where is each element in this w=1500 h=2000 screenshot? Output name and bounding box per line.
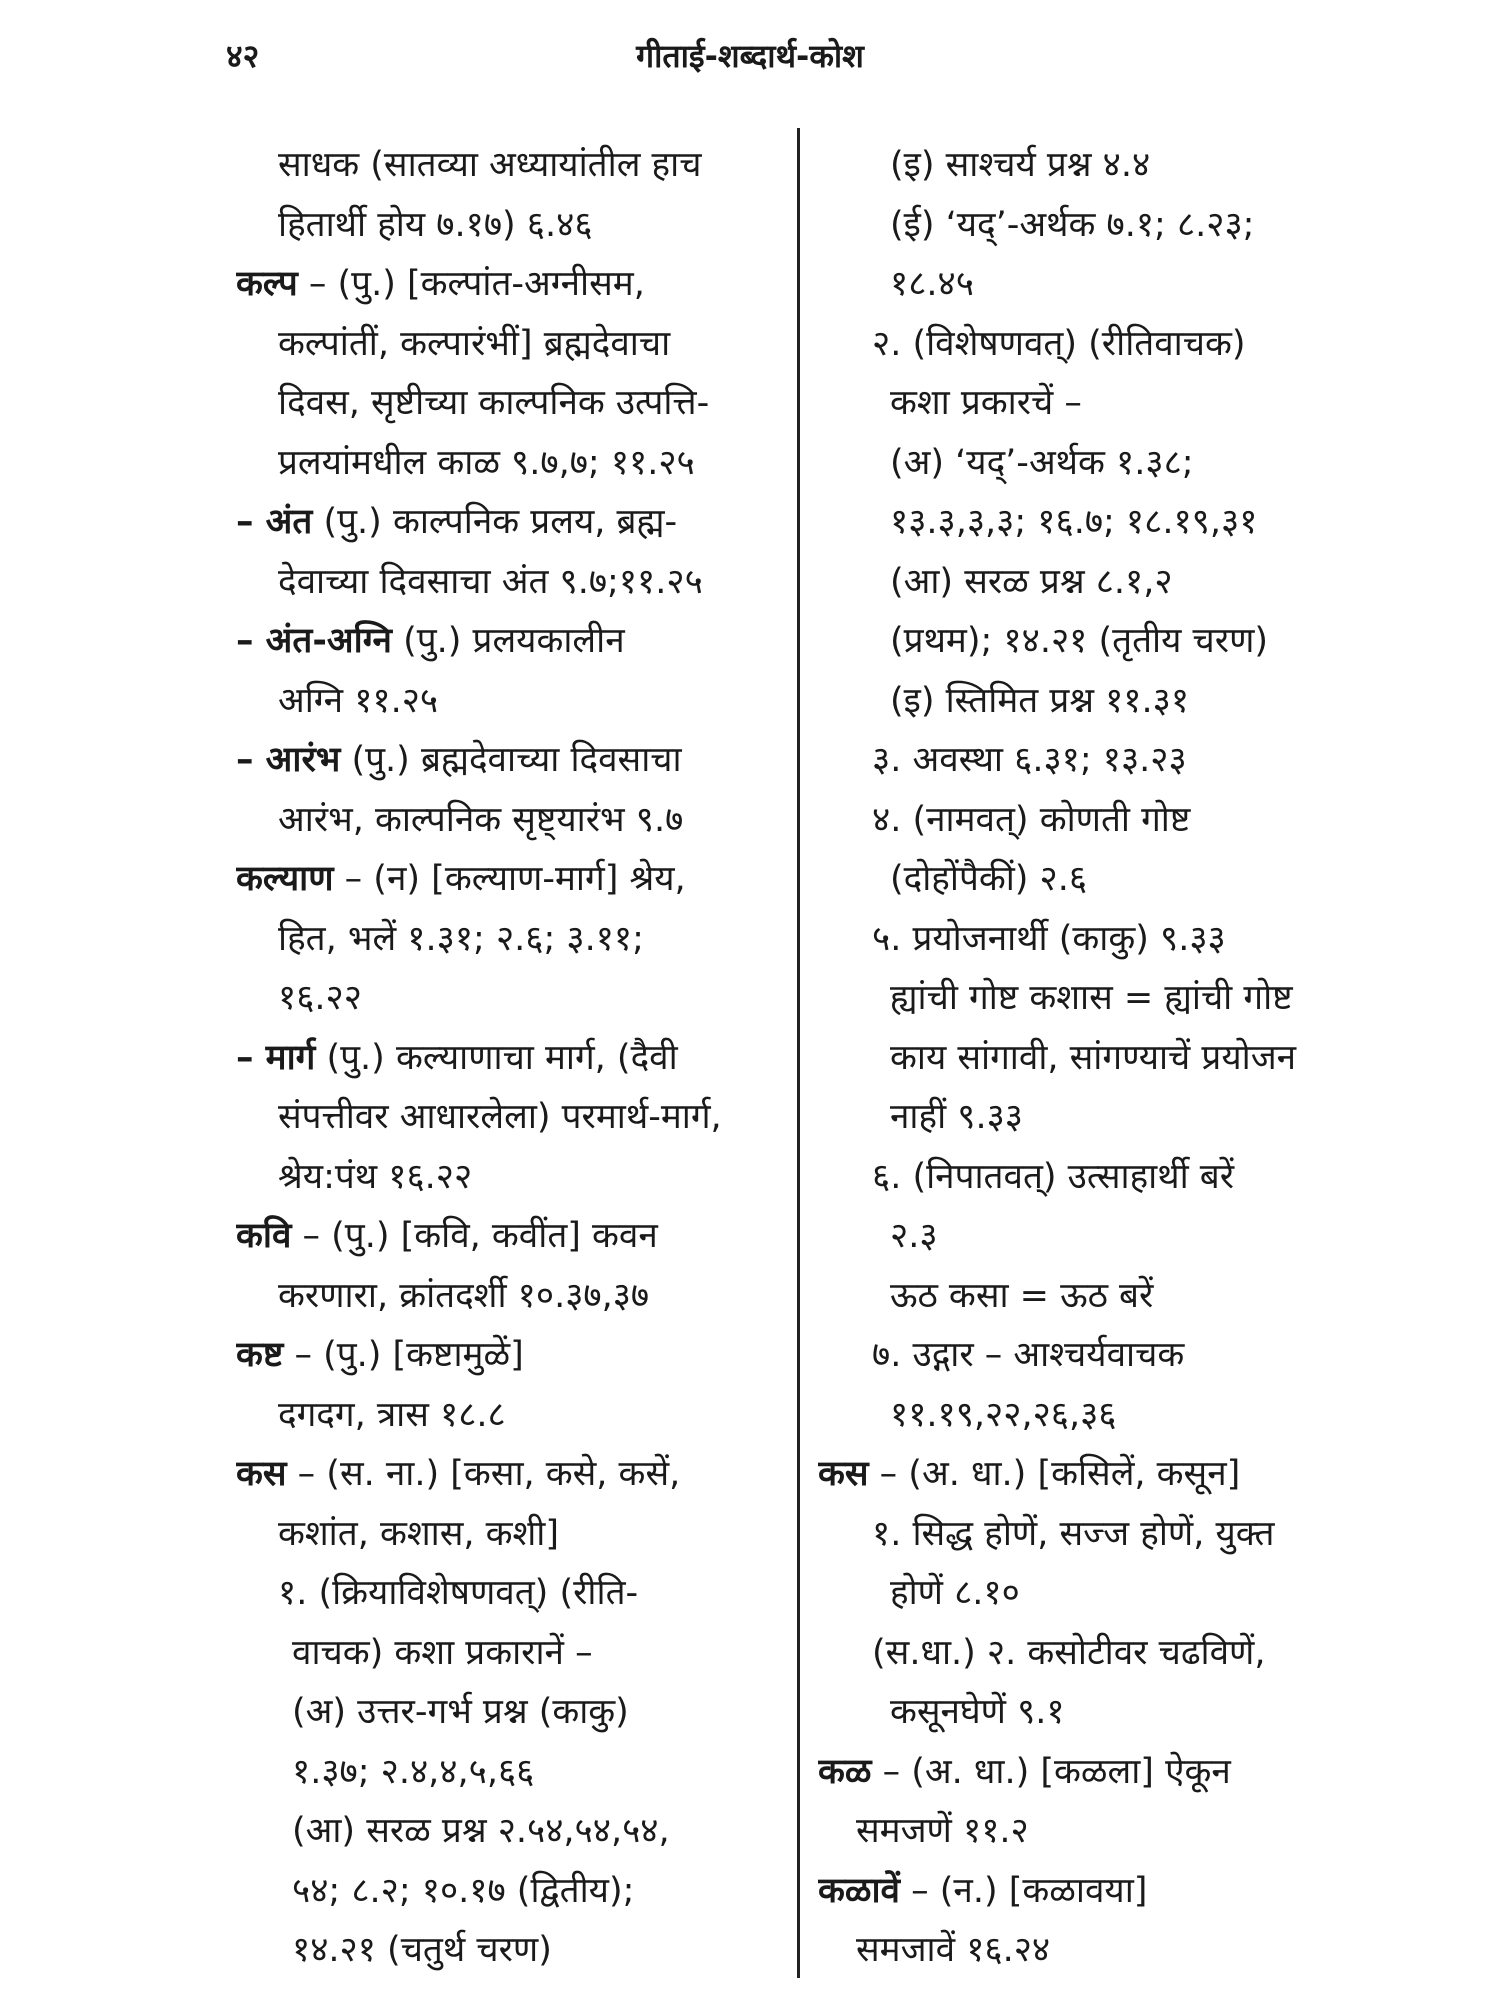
- entry-text: ११.१९,२२,२६,३६: [890, 1394, 1117, 1435]
- entry-text: ऊठ कसा = ऊठ बरें: [890, 1275, 1154, 1316]
- dictionary-line: [818, 136, 1358, 196]
- entry-text: संपत्तीवर आधारलेला) परमार्थ-मार्ग,: [278, 1097, 722, 1137]
- dictionary-line: [818, 791, 1358, 851]
- entry-text: कशा प्रकारचें –: [890, 383, 1082, 423]
- entry-text: आरंभ, काल्पनिक सृष्ट्यारंभ ९.७: [278, 799, 684, 840]
- dictionary-line: [818, 612, 1358, 672]
- dictionary-line: [236, 850, 781, 910]
- headword: कल्प: [236, 264, 298, 304]
- entry-text: – (अ. धा.) [कळला] ऐकून: [871, 1751, 1231, 1792]
- headword: – अंत-अग्नि: [236, 621, 392, 661]
- dictionary-line: [818, 1802, 1358, 1862]
- dictionary-line: [818, 1386, 1358, 1446]
- entry-text: – (न.) [कळावया]: [900, 1870, 1148, 1911]
- left-column: [236, 136, 781, 1981]
- entry-text: १. (क्रियाविशेषणवत्) (रीति-: [278, 1573, 639, 1613]
- dictionary-line: [818, 672, 1358, 732]
- entry-text: (प्रथम); १४.२१ (तृतीय चरण): [890, 621, 1269, 661]
- dictionary-line: [236, 910, 781, 970]
- entry-text: (इ) स्तिमित प्रश्न ११.३१: [890, 680, 1190, 721]
- dictionary-line: [236, 1921, 781, 1981]
- entry-text: १. सिद्ध होणें, सज्ज होणें, युक्त: [872, 1513, 1275, 1554]
- entry-text: समजावें १६.२४: [856, 1930, 1051, 1970]
- dictionary-line: [818, 255, 1358, 315]
- dictionary-line: [818, 910, 1358, 970]
- dictionary-line: [818, 1862, 1358, 1922]
- dictionary-line: [818, 434, 1358, 494]
- entry-text: (दोहोंपैकीं) २.६: [890, 859, 1088, 899]
- entry-text: १३.३,३,३; १६.७; १८.१९,३१: [890, 502, 1258, 542]
- entry-text: काय सांगावी, सांगण्याचें प्रयोजन: [890, 1037, 1297, 1078]
- dictionary-line: [818, 969, 1358, 1029]
- entry-text: (अ) ‘यद्’-अर्थक १.३८;: [890, 442, 1194, 483]
- entry-text: साधक (सातव्या अध्यायांतील हाच: [278, 145, 702, 185]
- dictionary-line: [236, 1624, 781, 1684]
- entry-text: ३. अवस्था ६.३१; १३.२३: [872, 740, 1187, 780]
- dictionary-line: [818, 1207, 1358, 1267]
- dictionary-line: [236, 315, 781, 375]
- headword: – आरंभ: [236, 740, 341, 780]
- dictionary-line: [236, 1267, 781, 1327]
- dictionary-line: [236, 1029, 781, 1089]
- dictionary-line: [818, 1445, 1358, 1505]
- entry-text: कशांत, कशास, कशी]: [278, 1513, 560, 1554]
- entry-text: (पु.) ब्रह्मदेवाच्या दिवसाचा: [340, 740, 682, 780]
- entry-text: नाहीं ९.३३: [890, 1097, 1023, 1137]
- dictionary-line: [818, 1683, 1358, 1743]
- dictionary-line: [236, 493, 781, 553]
- entry-text: दगदग, त्रास १८.८: [278, 1394, 506, 1435]
- headword: कवि: [236, 1216, 292, 1256]
- entry-text: ७. उद्गार – आश्चर्यवाचक: [872, 1335, 1185, 1375]
- dictionary-line: [236, 969, 781, 1029]
- entry-text: – (न) [कल्याण-मार्ग] श्रेय,: [333, 859, 686, 899]
- entry-text: २. (विशेषणवत्) (रीतिवाचक): [872, 323, 1246, 364]
- dictionary-line: [236, 791, 781, 851]
- headword: कस: [818, 1454, 869, 1494]
- entry-text: – (पु.) [कष्टामुळें]: [283, 1335, 524, 1375]
- dictionary-line: [236, 553, 781, 613]
- dictionary-line: [818, 1505, 1358, 1565]
- entry-text: (पु.) कल्याणाचा मार्ग, (दैवी: [315, 1037, 678, 1078]
- headword: – अंत: [236, 502, 313, 542]
- dictionary-line: [818, 1029, 1358, 1089]
- dictionary-line: [818, 196, 1358, 256]
- entry-text: १४.२१ (चतुर्थ चरण): [292, 1930, 552, 1970]
- entry-text: अग्नि ११.२५: [278, 680, 439, 721]
- entry-text: समजणें ११.२: [856, 1811, 1029, 1851]
- entry-text: (इ) साश्चर्य प्रश्न ४.४: [890, 145, 1151, 185]
- entry-text: दिवस, सृष्टीच्या काल्पनिक उत्पत्ति-: [278, 383, 710, 423]
- entry-text: (आ) सरळ प्रश्न ८.१,२: [890, 561, 1173, 602]
- headword: कल्याण: [236, 859, 334, 899]
- dictionary-line: [236, 672, 781, 732]
- dictionary-line: [818, 493, 1358, 553]
- entry-text: (पु.) काल्पनिक प्रलय, ब्रह्म-: [312, 502, 678, 542]
- headword: कष्ट: [236, 1335, 284, 1375]
- dictionary-line: [236, 434, 781, 494]
- entry-text: – (अ. धा.) [कसिलें, कसून]: [868, 1454, 1241, 1494]
- dictionary-line: [236, 1207, 781, 1267]
- dictionary-line: [236, 136, 781, 196]
- headword: कळावें: [818, 1870, 901, 1911]
- dictionary-line: [236, 374, 781, 434]
- entry-text: ५. प्रयोजनार्थी (काकु) ९.३३: [872, 918, 1226, 959]
- dictionary-line: [236, 1148, 781, 1208]
- dictionary-line: [818, 1326, 1358, 1386]
- entry-text: (आ) सरळ प्रश्न २.५४,५४,५४,: [292, 1811, 670, 1851]
- dictionary-line: [818, 1564, 1358, 1624]
- right-column: [818, 136, 1358, 1981]
- dictionary-line: [236, 1683, 781, 1743]
- entry-text: – (पु.) [कवि, कवींत] कवन: [291, 1216, 658, 1256]
- entry-text: ६. (निपातवत्) उत्साहार्थी बरें: [872, 1156, 1235, 1197]
- dictionary-line: [818, 374, 1358, 434]
- dictionary-line: [236, 1505, 781, 1565]
- dictionary-line: [818, 1624, 1358, 1684]
- dictionary-line: [818, 731, 1358, 791]
- dictionary-line: [236, 731, 781, 791]
- entry-text: हितार्थी होय ७.१७) ६.४६: [278, 204, 593, 245]
- dictionary-line: [818, 1267, 1358, 1327]
- dictionary-line: [818, 553, 1358, 613]
- headword: – मार्ग: [236, 1037, 316, 1078]
- entry-text: – (स. ना.) [कसा, कसे, कसें,: [286, 1454, 681, 1494]
- dictionary-line: [236, 255, 781, 315]
- dictionary-line: [818, 1921, 1358, 1981]
- entry-text: श्रेय:पंथ १६.२२: [278, 1156, 473, 1197]
- entry-text: होणें ८.१०: [890, 1573, 1020, 1613]
- dictionary-line: [236, 1088, 781, 1148]
- column-divider: [797, 128, 800, 1978]
- dictionary-line: [236, 1326, 781, 1386]
- entry-text: (ई) ‘यद्’-अर्थक ७.१; ८.२३;: [890, 204, 1255, 245]
- entry-text: (पु.) प्रलयकालीन: [391, 621, 625, 661]
- entry-text: प्रलयांमधील काळ ९.७,७; ११.२५: [278, 442, 695, 483]
- dictionary-line: [236, 1445, 781, 1505]
- entry-text: २.३: [890, 1216, 938, 1256]
- entry-text: १८.४५: [890, 264, 974, 304]
- entry-text: १.३७; २.४,४,५,६६: [292, 1751, 535, 1792]
- running-head: गीताई-शब्दार्थ-कोश: [636, 37, 864, 75]
- dictionary-line: [818, 315, 1358, 375]
- dictionary-line: [236, 196, 781, 256]
- entry-text: देवाच्या दिवसाचा अंत ९.७;११.२५: [278, 561, 703, 602]
- dictionary-line: [236, 1564, 781, 1624]
- dictionary-line: [236, 1743, 781, 1803]
- dictionary-line: [236, 612, 781, 672]
- headword: कस: [236, 1454, 287, 1494]
- dictionary-line: [818, 850, 1358, 910]
- page-number: ४२: [226, 37, 260, 75]
- entry-text: ५४; ८.२; १०.१७ (द्वितीय);: [292, 1870, 635, 1911]
- entry-text: (स.धा.) २. कसोटीवर चढविणें,: [872, 1632, 1266, 1673]
- dictionary-line: [818, 1148, 1358, 1208]
- entry-text: १६.२२: [278, 978, 362, 1018]
- dictionary-line: [236, 1802, 781, 1862]
- entry-text: करणारा, क्रांतदर्शी १०.३७,३७: [278, 1275, 650, 1316]
- entry-text: हित, भलें १.३१; २.६; ३.११;: [278, 918, 644, 959]
- entry-text: कसूनघेणें ९.१: [890, 1692, 1065, 1732]
- entry-text: वाचक) कशा प्रकारानें –: [292, 1632, 593, 1673]
- headword: कळ: [818, 1751, 872, 1792]
- entry-text: कल्पांतीं, कल्पारंभीं] ब्रह्मदेवाचा: [278, 323, 671, 364]
- dictionary-line: [818, 1088, 1358, 1148]
- entry-text: – (पु.) [कल्पांत-अग्नीसम,: [297, 264, 645, 304]
- dictionary-line: [236, 1386, 781, 1446]
- entry-text: (अ) उत्तर-गर्भ प्रश्न (काकु): [292, 1692, 629, 1732]
- entry-text: ४. (नामवत्) कोणती गोष्ट: [872, 799, 1191, 840]
- dictionary-line: [818, 1743, 1358, 1803]
- dictionary-line: [236, 1862, 781, 1922]
- entry-text: ह्यांची गोष्ट कशास = ह्यांची गोष्ट: [890, 978, 1293, 1018]
